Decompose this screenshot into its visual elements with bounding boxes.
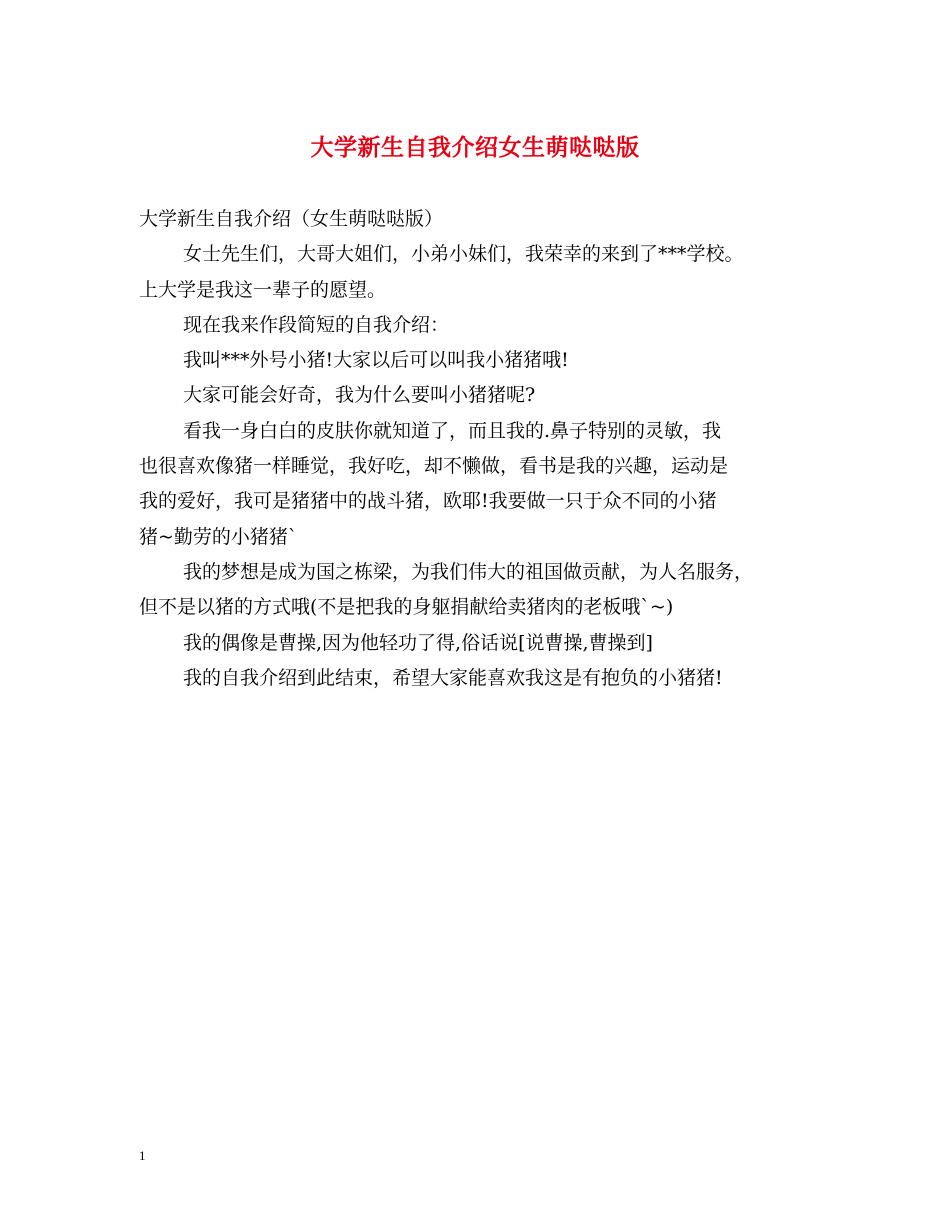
body-line: 我的爱好，我可是猪猪中的战斗猪，欧耶!我要做一只于众不同的小猪 — [139, 490, 717, 513]
body-line: 我的偶像是曹操,因为他轻功了得,俗话说[说曹操,曹操到] — [183, 631, 653, 654]
document-body — [139, 202, 839, 696]
body-line: 上大学是我这一辈子的愿望。 — [139, 278, 387, 301]
body-line: 我的自我介绍到此结束，希望大家能喜欢我这是有抱负的小猪猪! — [183, 666, 723, 689]
body-line: 大学新生自我介绍（女生萌哒哒版） — [139, 208, 444, 230]
body-line: 也很喜欢像猪一样睡觉，我好吃，却不懒做，看书是我的兴趣，运动是 — [139, 455, 729, 478]
document-title: 大学新生自我介绍女生萌哒哒版 — [310, 135, 640, 161]
page-number: 1 — [139, 1148, 146, 1163]
body-line: 我的梦想是成为国之栋梁，为我们伟大的祖国做贡献，为人名服务， — [183, 560, 754, 583]
body-line: 猪~勤劳的小猪猪` — [139, 525, 298, 548]
body-line: 看我一身白白的皮肤你就知道了，而且我的.鼻子特别的灵敏，我 — [183, 419, 722, 442]
body-line: 女士先生们，大哥大姐们，小弟小妹们，我荣幸的来到了***学校。 — [183, 243, 744, 266]
body-line: 现在我来作段简短的自我介绍： — [183, 313, 450, 336]
body-line: 大家可能会好奇，我为什么要叫小猪猪呢? — [183, 384, 536, 407]
body-line: 我叫***外号小猪!大家以后可以叫我小猪猪哦! — [183, 349, 569, 372]
body-line: 但不是以猪的方式哦(不是把我的身躯捐献给卖猪肉的老板哦`~) — [139, 596, 674, 619]
